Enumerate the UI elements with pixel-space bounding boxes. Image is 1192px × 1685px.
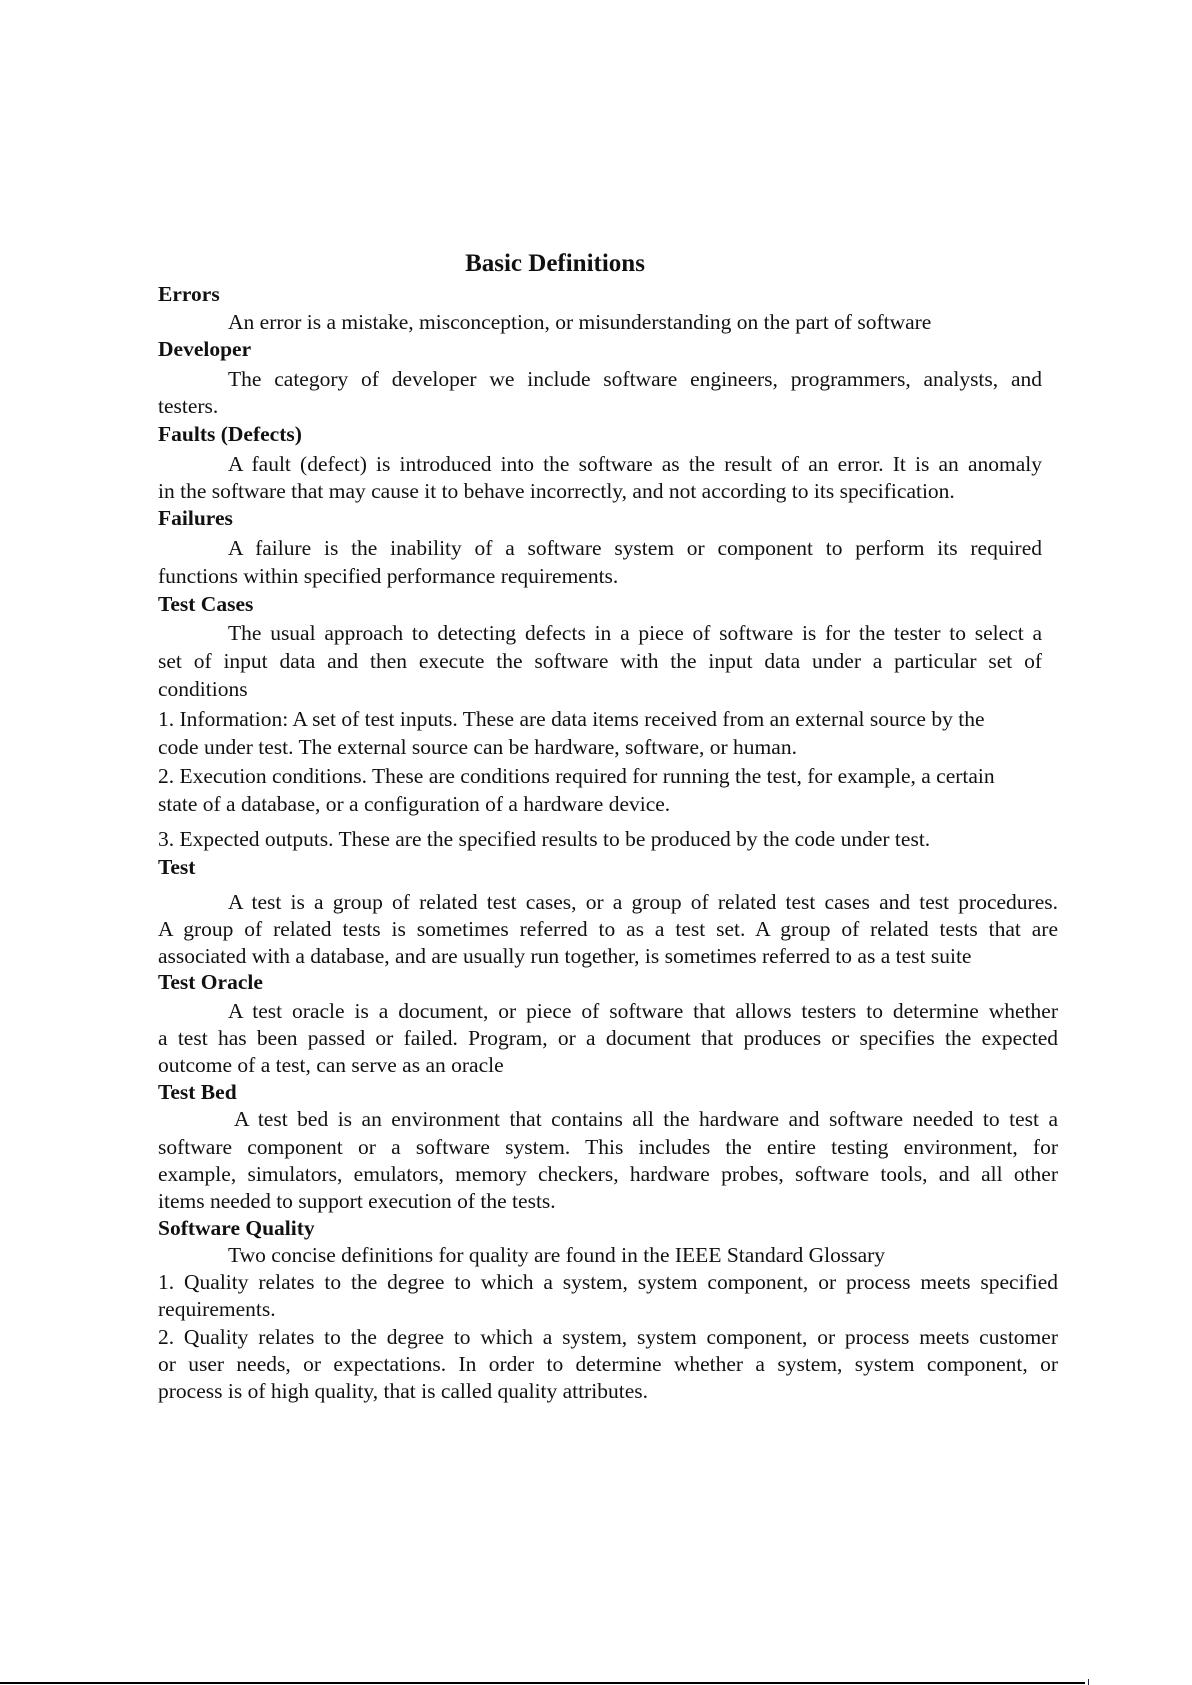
list-item: 1. Quality relates to the degree to which a system, system component, or process meets specified xyxy=(158,1270,1058,1294)
paragraph-line: a test has been passed or failed. Program, or a document that produces or specifies the expected xyxy=(158,1026,1058,1050)
paragraph-line: A failure is the inability of a software system or component to perform its required xyxy=(228,536,1042,560)
paragraph-line: Two concise definitions for quality are found in the IEEE Standard Glossary xyxy=(228,1243,886,1267)
section-heading-test: Test xyxy=(158,855,196,879)
section-heading-faults: Faults (Defects) xyxy=(158,422,302,446)
list-item: 2. Quality relates to the degree to which a system, system component, or process meets customer xyxy=(158,1325,1058,1349)
section-heading-developer: Developer xyxy=(158,337,252,361)
list-item: 3. Expected outputs. These are the specified results to be produced by the code under test. xyxy=(158,827,931,851)
section-heading-errors: Errors xyxy=(158,282,220,306)
paragraph-line: in the software that may cause it to behave incorrectly, and not according to its specification. xyxy=(158,479,955,503)
paragraph-line: The category of developer we include software engineers, programmers, analysts, and xyxy=(228,367,1042,391)
paragraph-line: An error is a mistake, misconception, or misunderstanding on the part of software xyxy=(228,310,932,334)
paragraph-line: testers. xyxy=(158,394,219,418)
page-bottom-rule xyxy=(0,1682,1085,1684)
list-item: 1. Information: A set of test inputs. These are data items received from an external source by the xyxy=(158,707,985,731)
paragraph-line: A test oracle is a document, or piece of software that allows testers to determine whether xyxy=(228,999,1058,1023)
paragraph-line: set of input data and then execute the software with the input data under a particular set of xyxy=(158,649,1042,673)
paragraph-line: functions within specified performance requirements. xyxy=(158,564,619,588)
paragraph-line: example, simulators, emulators, memory checkers, hardware probes, software tools, and all other xyxy=(158,1162,1058,1186)
paragraph-line: software component or a software system. This includes the entire testing environment, for xyxy=(158,1135,1058,1159)
section-heading-failures: Failures xyxy=(158,506,233,530)
paragraph-line: A fault (defect) is introduced into the software as the result of an error. It is an anomaly xyxy=(228,452,1042,476)
section-heading-test-cases: Test Cases xyxy=(158,592,254,616)
list-item-continued: code under test. The external source can be hardware, software, or human. xyxy=(158,735,797,759)
list-item: 2. Execution conditions. These are conditions required for running the test, for example, a certain xyxy=(158,764,995,788)
list-item-continued: requirements. xyxy=(158,1297,276,1321)
paragraph-line: A test bed is an environment that contains all the hardware and software needed to test a xyxy=(234,1107,1058,1131)
paragraph-line: conditions xyxy=(158,677,248,701)
list-item-continued: state of a database, or a configuration of a hardware device. xyxy=(158,792,671,816)
paragraph-line: A group of related tests is sometimes referred to as a test set. A group of related tests that are xyxy=(158,917,1058,941)
paragraph-line: The usual approach to detecting defects in a piece of software is for the tester to select a xyxy=(228,621,1042,645)
page-title: Basic Definitions xyxy=(465,250,645,277)
section-heading-test-bed: Test Bed xyxy=(158,1080,237,1104)
paragraph-line: items needed to support execution of the tests. xyxy=(158,1189,556,1213)
list-item-continued: or user needs, or expectations. In order to determine whether a system, system component, or xyxy=(158,1352,1058,1376)
paragraph-line: outcome of a test, can serve as an oracle xyxy=(158,1053,504,1077)
section-heading-test-oracle: Test Oracle xyxy=(158,970,263,994)
paragraph-line: associated with a database, and are usually run together, is sometimes referred to as a test suite xyxy=(158,944,972,968)
list-item-continued: process is of high quality, that is called quality attributes. xyxy=(158,1379,649,1403)
page-edge-mark xyxy=(1088,1679,1089,1685)
section-heading-software-quality: Software Quality xyxy=(158,1216,315,1240)
paragraph-line: A test is a group of related test cases, or a group of related test cases and test procedures. xyxy=(228,890,1058,914)
